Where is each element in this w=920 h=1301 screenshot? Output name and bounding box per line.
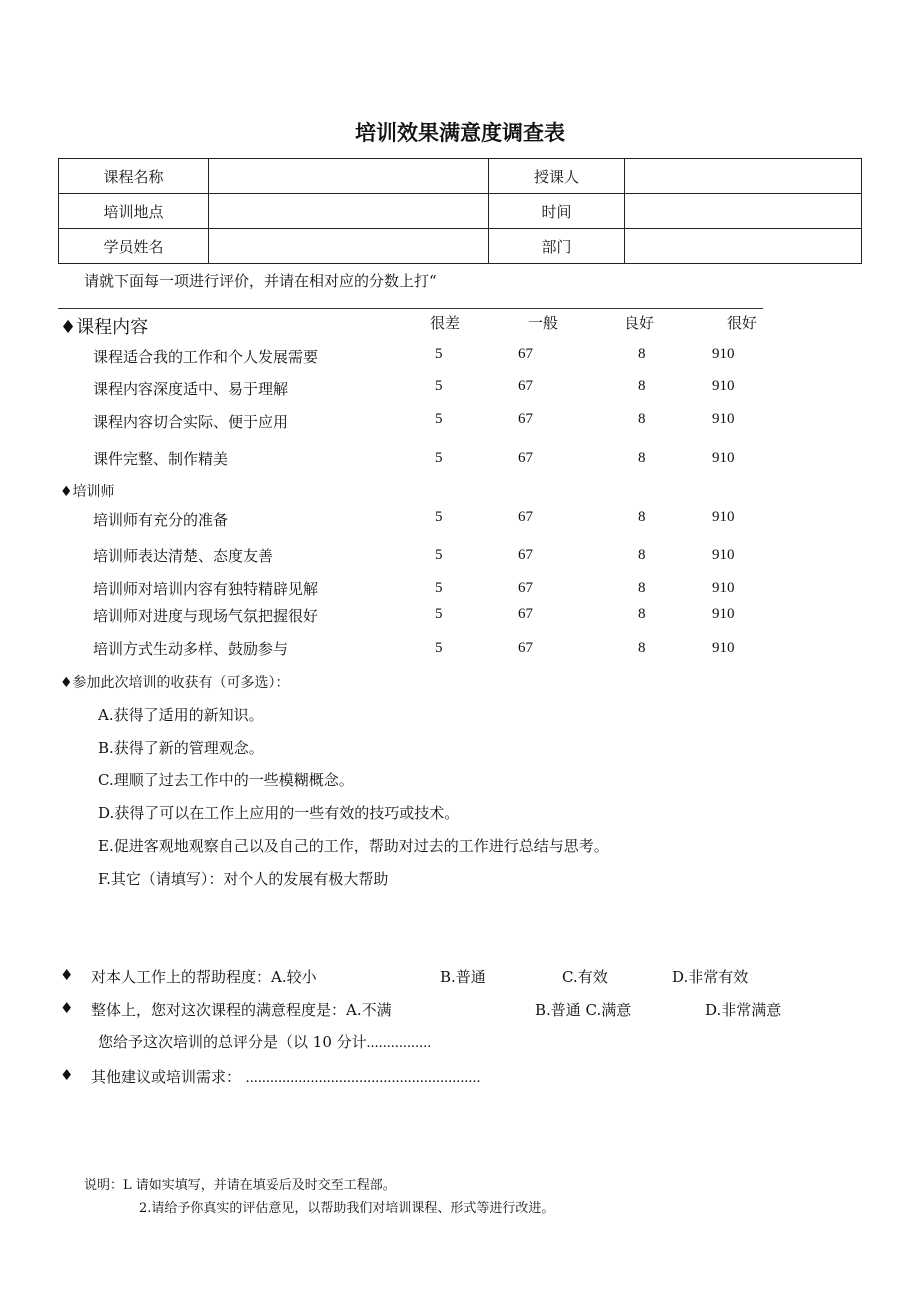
rating-item-label: 课程内容切合实际、便于应用 (93, 413, 289, 431)
score-option-poor[interactable]: 5 (435, 640, 443, 656)
course-info-table (58, 158, 862, 264)
note-line-2: 2.请给予你真实的评估意见，以帮助我们对培训课程、形式等进行改进。 (139, 1201, 555, 1216)
satisfaction-bullet: ♦ (60, 999, 74, 1017)
instruction-text: 请就下面每一项进行评价，并请在相对应的分数上打“ (84, 272, 437, 290)
trainee-name-field[interactable] (209, 229, 489, 264)
location-field[interactable] (209, 194, 489, 229)
score-option-average[interactable]: 67 (518, 346, 533, 362)
table-row (59, 159, 862, 194)
score-option-poor[interactable]: 5 (435, 547, 443, 563)
score-option-poor[interactable]: 5 (435, 606, 443, 622)
score-option-average[interactable]: 67 (518, 450, 533, 466)
score-option-average[interactable]: 67 (518, 640, 533, 656)
rating-item-label: 培训方式生动多样、鼓励参与 (93, 640, 289, 658)
score-option-excellent[interactable]: 910 (712, 547, 735, 563)
suggestions-label: 其他建议或培训需求： (91, 1068, 242, 1086)
score-option-good[interactable]: 8 (638, 580, 646, 596)
instructor-label: 授课人 (489, 159, 625, 194)
rating-item-label: 培训师有充分的准备 (93, 511, 229, 529)
score-option-good[interactable]: 8 (638, 547, 646, 563)
satisfaction-option-b-c[interactable]: B.普通 C.满意 (535, 1001, 632, 1019)
score-option-excellent[interactable]: 910 (712, 640, 735, 656)
help-option-b[interactable]: B.普通 (440, 968, 486, 986)
score-option-excellent[interactable]: 910 (712, 378, 735, 394)
satisfaction-question-label[interactable]: 整体上，您对这次课程的满意程度是：A.不满 (91, 1001, 392, 1019)
gain-option-f[interactable]: F.其它（请填写）：对个人的发展有极大帮助 (98, 870, 389, 888)
gain-option-a[interactable]: A.获得了适用的新知识。 (98, 706, 264, 724)
score-option-excellent[interactable]: 910 (712, 346, 735, 362)
score-option-excellent[interactable]: 910 (712, 450, 735, 466)
rating-item-label: 培训师对进度与现场气氛把握很好 (93, 607, 319, 625)
score-option-good[interactable]: 8 (638, 606, 646, 622)
table-row (59, 229, 862, 264)
score-option-excellent[interactable]: 910 (712, 411, 735, 427)
help-bullet: ♦ (60, 966, 74, 984)
gains-section-heading: ♦参加此次培训的收获有（可多选）： (60, 675, 290, 691)
department-label: 部门 (489, 229, 625, 264)
rating-item-label: 课件完整、制作精美 (93, 450, 229, 468)
score-option-average[interactable]: 67 (518, 411, 533, 427)
note-line-1: 说明：L 请如实填写，并请在填妥后及时交至工程部。 (84, 1178, 396, 1193)
help-option-c[interactable]: C.有效 (562, 968, 608, 986)
course-name-label: 课程名称 (59, 159, 209, 194)
total-score-field[interactable]: ................ (366, 1035, 432, 1051)
course-section-heading: ♦课程内容 (60, 317, 149, 338)
score-option-poor[interactable]: 5 (435, 580, 443, 596)
score-option-excellent[interactable]: 910 (712, 606, 735, 622)
score-option-average[interactable]: 67 (518, 606, 533, 622)
gain-option-b[interactable]: B.获得了新的管理观念。 (98, 739, 264, 757)
course-name-field[interactable] (209, 159, 489, 194)
score-option-average[interactable]: 67 (518, 547, 533, 563)
rating-header-average: 一般 (528, 314, 559, 332)
score-option-good[interactable]: 8 (638, 411, 646, 427)
gain-option-d[interactable]: D.获得了可以在工作上应用的一些有效的技巧或技术。 (98, 804, 460, 822)
time-field[interactable] (625, 194, 862, 229)
score-option-excellent[interactable]: 910 (712, 580, 735, 596)
score-option-good[interactable]: 8 (638, 346, 646, 362)
score-option-poor[interactable]: 5 (435, 378, 443, 394)
score-option-average[interactable]: 67 (518, 580, 533, 596)
total-score-label: 您给予这次培训的总评分是（以 10 分计 (98, 1033, 367, 1051)
table-row (59, 194, 862, 229)
rating-header-good: 良好 (624, 314, 655, 332)
score-option-poor[interactable]: 5 (435, 346, 443, 362)
score-option-poor[interactable]: 5 (435, 450, 443, 466)
score-option-poor[interactable]: 5 (435, 411, 443, 427)
score-option-average[interactable]: 67 (518, 509, 533, 525)
rating-item-label: 课程适合我的工作和个人发展需要 (93, 348, 319, 366)
rating-item-label: 课程内容深度适中、易于理解 (93, 380, 289, 398)
gain-option-c[interactable]: C.理顺了过去工作中的一些模糊概念。 (98, 771, 354, 789)
suggestions-field[interactable]: .......................................................... (245, 1070, 481, 1086)
satisfaction-option-d[interactable]: D.非常满意 (705, 1001, 782, 1019)
trainer-section-heading: ♦培训师 (60, 484, 115, 500)
score-option-good[interactable]: 8 (638, 450, 646, 466)
location-label: 培训地点 (59, 194, 209, 229)
instructor-field[interactable] (625, 159, 862, 194)
rating-header-excellent: 很好 (727, 314, 758, 332)
suggestions-row (91, 1066, 481, 1087)
page-title: 培训效果满意度调查表 (355, 121, 565, 145)
department-field[interactable] (625, 229, 862, 264)
score-option-good[interactable]: 8 (638, 640, 646, 656)
total-score-prompt (98, 1031, 431, 1052)
score-option-good[interactable]: 8 (638, 378, 646, 394)
gain-option-e[interactable]: E.促进客观地观察自己以及自己的工作，帮助对过去的工作进行总结与思考。 (98, 837, 609, 855)
score-option-good[interactable]: 8 (638, 509, 646, 525)
section-divider (58, 308, 763, 309)
rating-header-poor: 很差 (430, 314, 461, 332)
trainee-name-label: 学员姓名 (59, 229, 209, 264)
score-option-poor[interactable]: 5 (435, 509, 443, 525)
rating-item-label: 培训师对培训内容有独特精辟见解 (93, 580, 319, 598)
rating-item-label: 培训师表达清楚、态度友善 (93, 547, 274, 565)
score-option-average[interactable]: 67 (518, 378, 533, 394)
score-option-excellent[interactable]: 910 (712, 509, 735, 525)
time-label: 时间 (489, 194, 625, 229)
suggestions-bullet: ♦ (60, 1066, 74, 1084)
help-option-d[interactable]: D.非常有效 (672, 968, 749, 986)
help-question-label[interactable]: 对本人工作上的帮助程度：A.较小 (91, 968, 317, 986)
